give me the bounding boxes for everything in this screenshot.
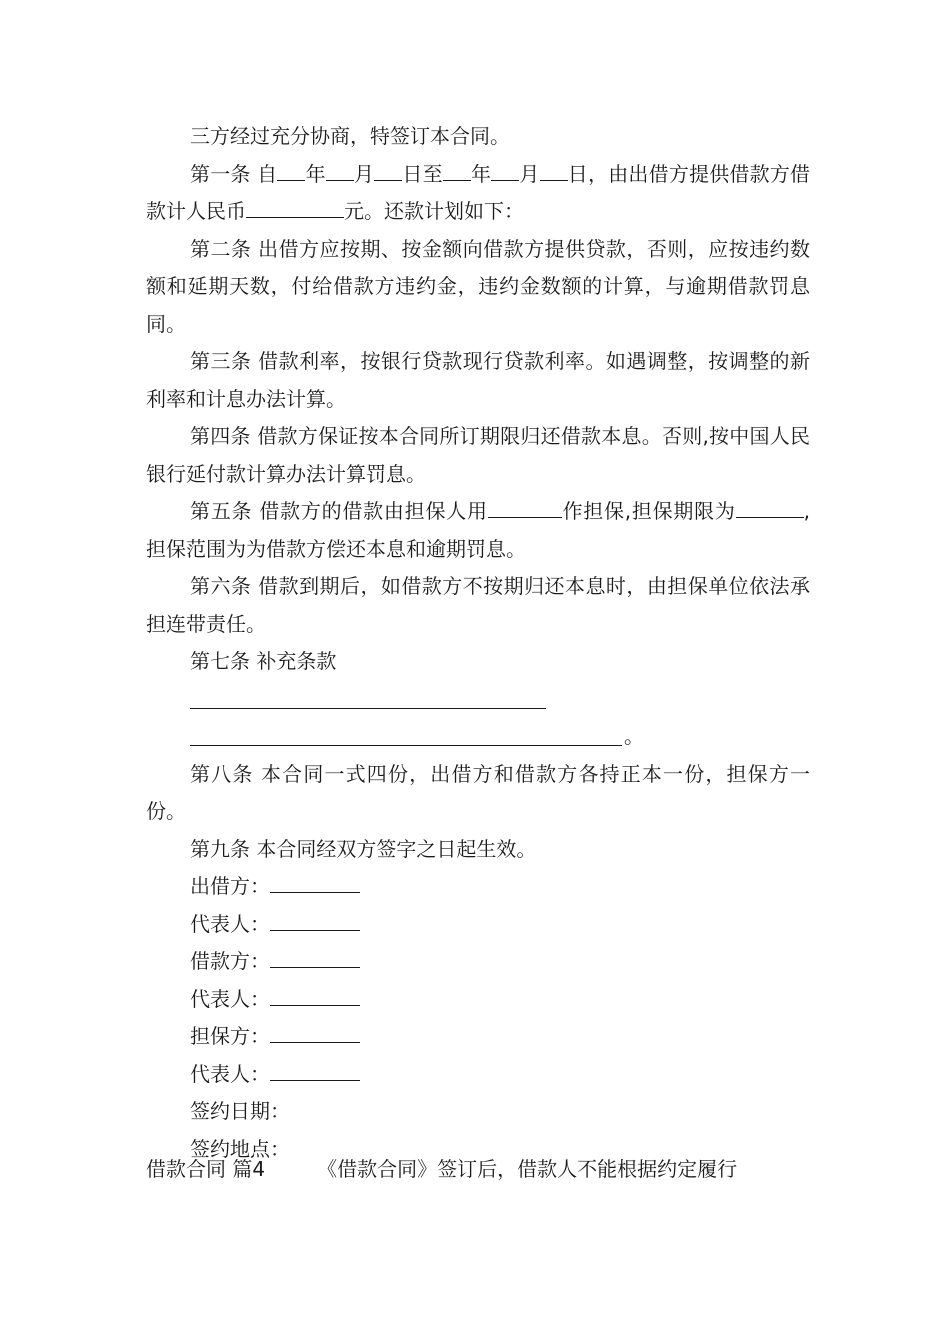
article-1: 第一条 自 年 月 日至 年 月 日，由出借方提供借款方借款计人民币 元。还款计划如下：: [146, 161, 811, 223]
signature-borrower-rep: 代表人：: [146, 981, 810, 1019]
blank-line: [488, 516, 562, 518]
signature-guarantor: 担保方：: [146, 1018, 810, 1056]
article-9: 第九条 本合同经双方签字之日起生效。: [190, 836, 537, 861]
signature-blank: [270, 966, 360, 968]
article-7: 第七条 补充条款: [190, 649, 337, 673]
sign-date: 签约日期：: [190, 1099, 290, 1123]
blank-line: [491, 179, 519, 181]
sign-place: 签约地点：: [190, 1136, 290, 1161]
blank-line: [246, 216, 344, 218]
article-3: 第三条 借款利率，按银行贷款现行贷款利率。如遇调整，按调整的新利率和计息办法计算。: [146, 349, 810, 411]
signature-blank: [270, 891, 360, 893]
section-heading: 借款合同 篇4: [146, 1157, 266, 1181]
signature-blank: [270, 1079, 360, 1081]
blank-line: [326, 179, 354, 181]
article-8: 第八条 本合同一式四份，出借方和借款方各持正本一份，担保方一份。: [146, 761, 810, 823]
article-4: 第四条 借款方保证按本合同所订期限归还借款本息。否则,按中国人民银行延付款计算办法计算罚息。: [146, 424, 810, 486]
blank-line: [190, 744, 622, 746]
intro-paragraph: 三方经过充分协商，特签订本合同。: [190, 124, 510, 148]
article-2: 第二条 出借方应按期、按金额向借款方提供贷款，否则，应按违约数额和延期天数，付给借款方违约金，违约金数额的计算，与逾期借款罚息同。: [146, 236, 810, 336]
blank-line: [190, 707, 546, 709]
signature-blank: [270, 1041, 360, 1043]
article-5: 第五条 借款方的借款由担保人用 作担保,担保期限为 ,担保范围为为借款方偿还本息和逾期罚息。: [146, 499, 811, 561]
signature-lender: 出借方：: [146, 868, 810, 906]
contract-body: [146, 118, 810, 1168]
article-6: 第六条 借款到期后，如借款方不按期归还本息时，由担保单位依法承担连带责任。: [146, 574, 810, 636]
signature-guarantor-rep: 代表人：: [146, 1056, 810, 1094]
signature-blank: [270, 1004, 360, 1006]
blank-line: [736, 516, 766, 518]
supplementary-blank-1: [190, 681, 810, 719]
blank-line: [766, 516, 804, 518]
supplementary-blank-2: 。: [190, 718, 810, 756]
blank-line: [443, 179, 471, 181]
section-text: 《借款合同》签订后，借款人不能根据约定履行: [317, 1157, 738, 1181]
blank-line: [540, 179, 568, 181]
blank-line: [374, 179, 402, 181]
signature-blank: [270, 929, 360, 931]
signature-borrower: 借款方：: [146, 943, 810, 981]
signature-lender-rep: 代表人：: [146, 906, 810, 944]
next-section-line: [146, 1151, 810, 1189]
blank-line: [277, 179, 305, 181]
